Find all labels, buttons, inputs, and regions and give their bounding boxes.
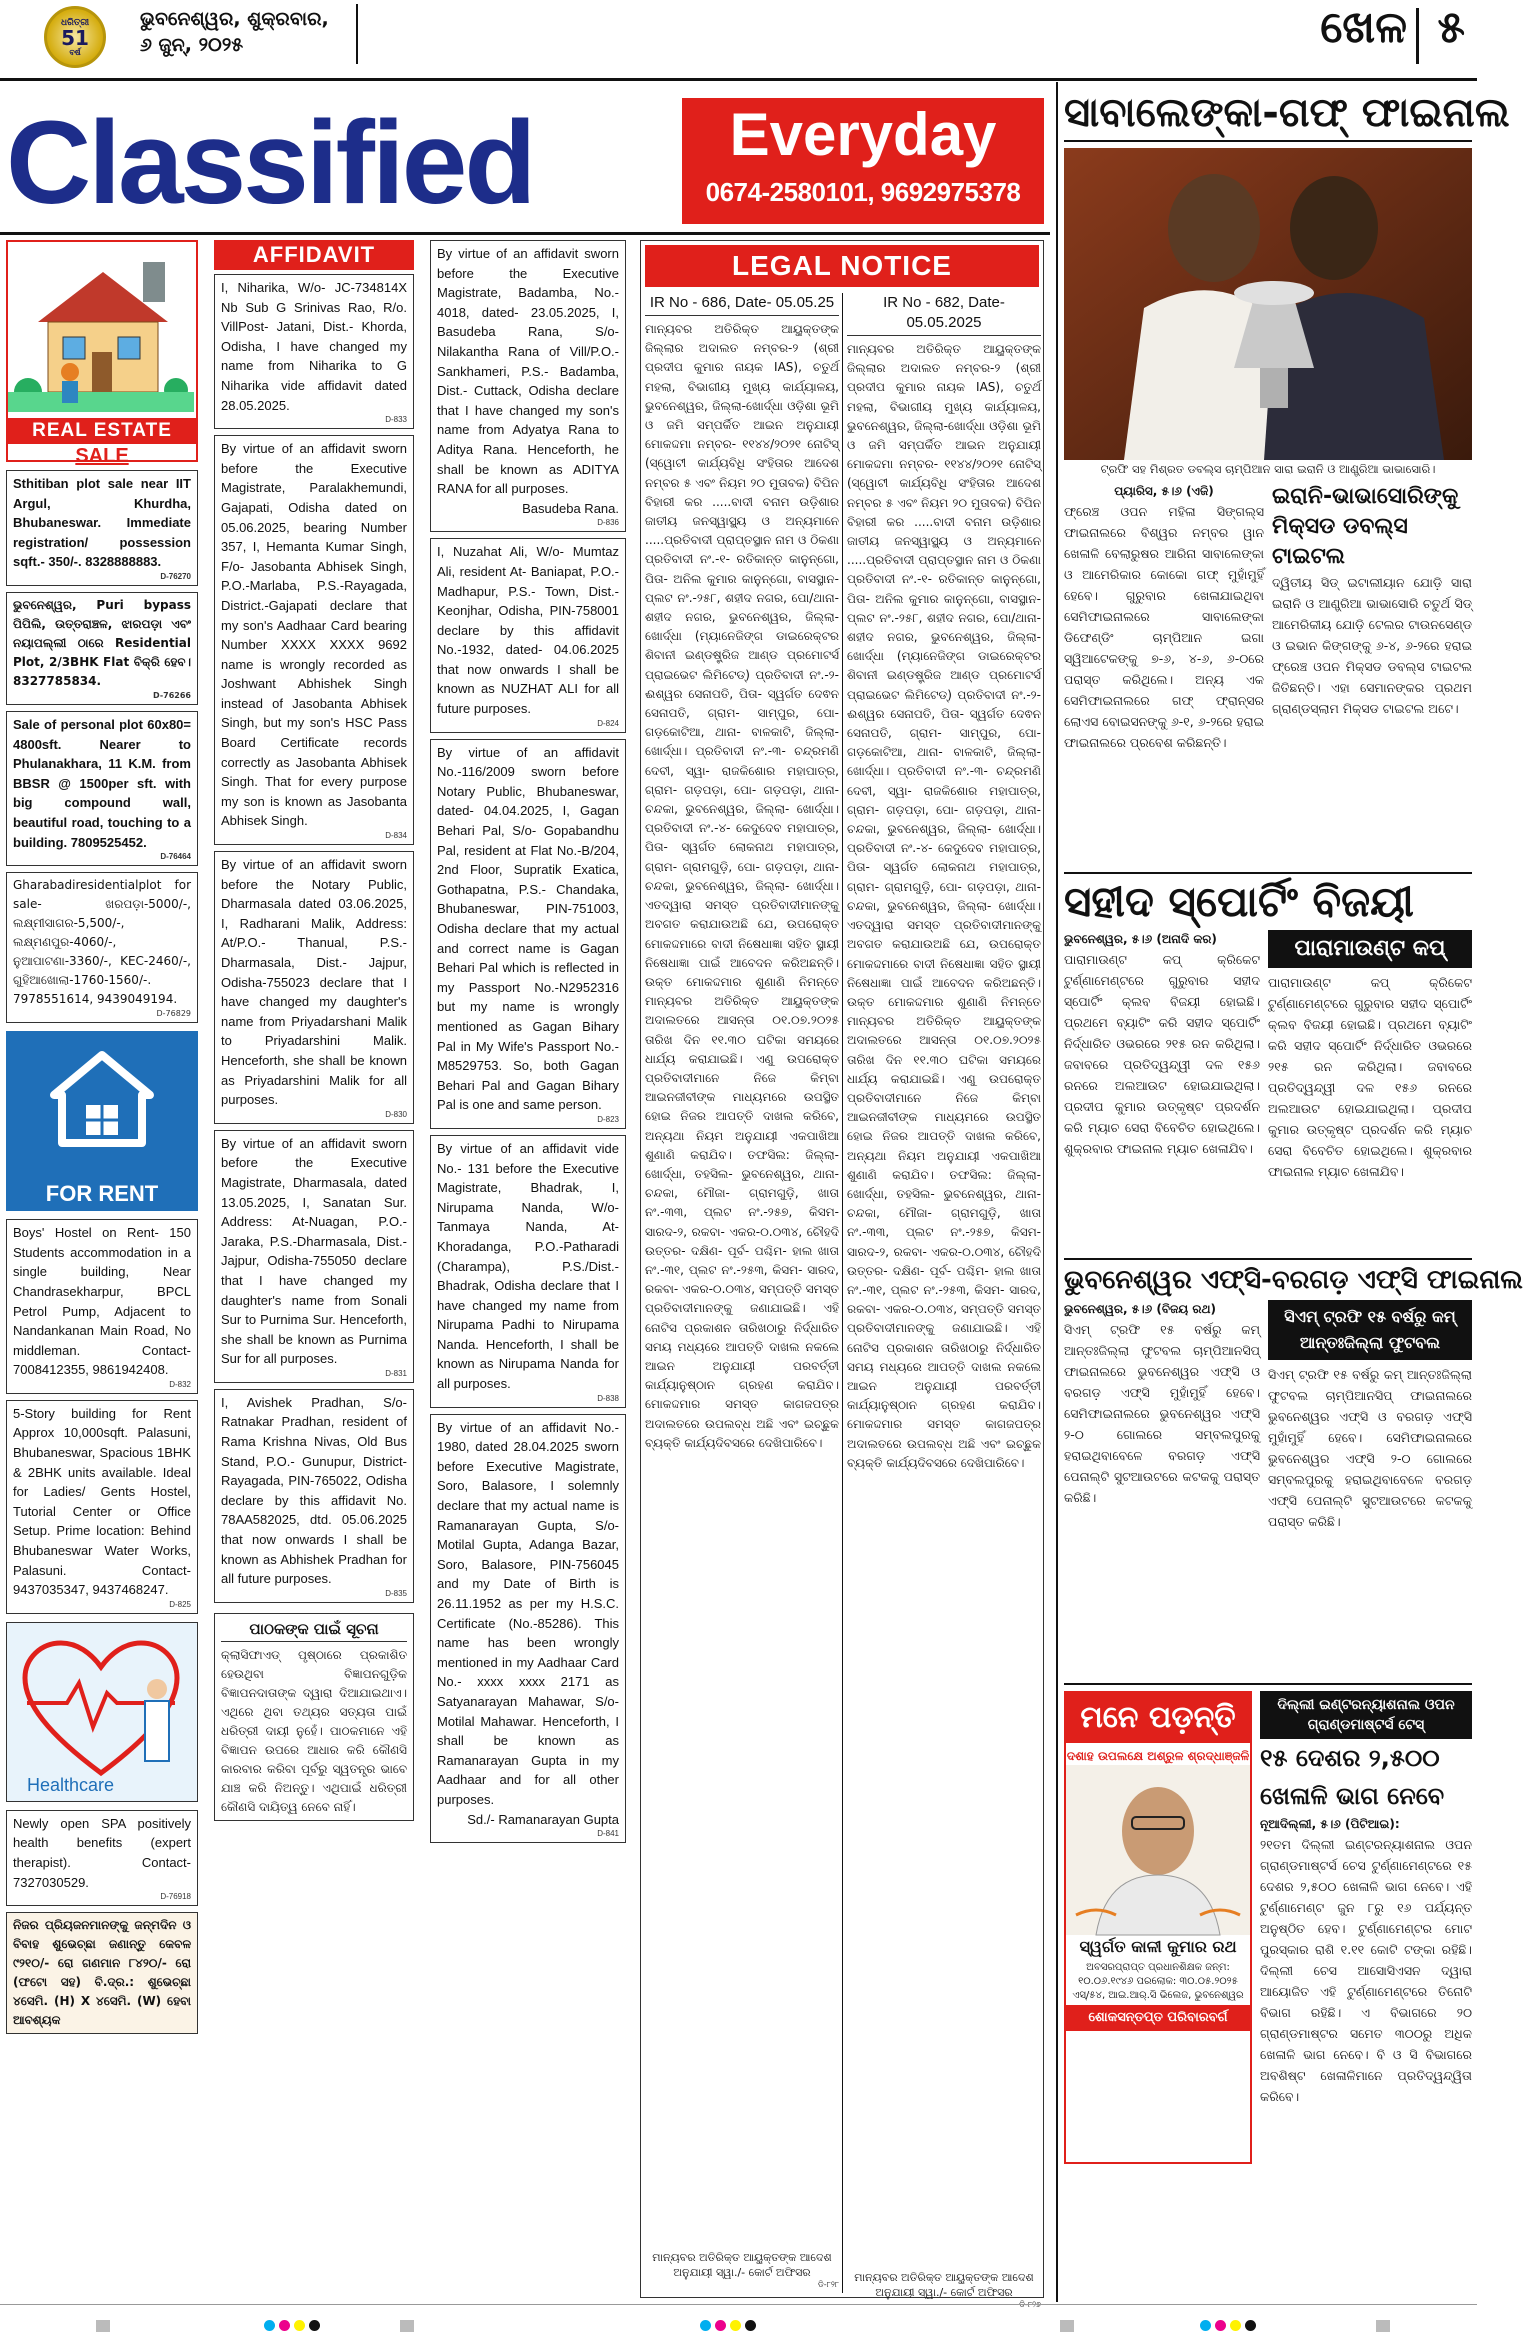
for-rent-label: FOR RENT xyxy=(45,1180,159,1206)
classified-ad: ଭୁବନେଶ୍ୱର, Puri bypass ପିପିଲି, ଉତ୍ତରାଞ୍ଚଳ, ଝାରପଡ଼ା ଏବଂ ନୟାପଲ୍ଲୀ ଠାରେ Residential Plot, 2/3BHK Flat ବିକ୍ରି ହେବ। 8327785834. D-76266 xyxy=(6,592,198,705)
legal-notice-right: IR No - 682, Date- 05.05.2025 ମାନ୍ୟବର ଅତିରିକ୍ତ ଆୟୁକ୍ତଙ୍କ ଜିଲ୍ଲାର ଅଦାଲତ ନମ୍ବର-୨ (ଶ୍ରୀ ପ୍ରଦୀପ କୁମାର ନାୟକ IAS), ଚତୁର୍ଥ ମହଲା, ବିଭାଗୀୟ ମୁଖ୍ୟ କାର୍ଯ୍ୟାଳୟ, ଭୁବନେଶ୍ୱର, ଜିଲ୍ଲା-ଖୋର୍ଦ୍ଧା ଓଡ଼ିଶା ଭୂମି ଓ ଜମି ସମ୍ପର୍କିତ ଆଇନ ଅନୁଯାୟୀ ମୋକଦ୍ଦମା ନମ୍ବର- ୧୧୪୪/୨୦୨୧ ନୋଟିସ୍ (ସ୍ୱୋଟୀ କାର୍ଯ୍ୟବିଧି ସଂହିତାର ଆଦେଶ ନମ୍ବର ୫ ଏବଂ ନିୟମ ୨୦ ମୁତାବକ) ବିପିନ ବିହାରୀ କର .....ବାଦୀ ବନାମ ଉଡ଼ିଶାର ଜାତୀୟ ଜନସ୍ୱାସ୍ଥ୍ୟ ଓ ଅନ୍ୟମାନେ .....ପ୍ରତିବାଦୀ ପ୍ରାପ୍ତସ୍ଥାନ ନାମ ଓ ଠିକଣା ପ୍ରତିବାଦୀ ନଂ.-୧- ରତିକାନ୍ତ କାନୁନ୍‌ଗୋ, ପିତା- ଅନିଲ କୁମାର କାନୁନ୍‌ଗୋ, ବାସସ୍ଥାନ- ପ୍ଲଟ ନଂ.-୨୫୮, ଶହୀଦ ନଗର, ପୋ/ଥାନା- ଶହୀଦ ନଗର, ଭୁବନେଶ୍ୱର, ଜିଲ୍ଲା- ଖୋର୍ଦ୍ଧା (ମ୍ୟାନେଜିଙ୍ଗ ଡାଇରେକ୍ଟର ଶିବାନୀ ଇଣ୍ଡଷ୍ଟ୍ରିଜ ଆଣ୍ଡ ପ୍ରମୋଟର୍ସ ପ୍ରାଇଭେଟ ଲିମିଟେଡ୍) ପ୍ରତିବାଦୀ ନଂ.-୨- ଈଶ୍ୱର ସେନାପତି, ପିତା- ସ୍ୱର୍ଗତ ଦେଵନ ସେନାପତି, ଗ୍ରାମ- ସାମ୍ପୁର, ପୋ- ଗଡ଼କୋଟିଆ, ଥାନା- ବାଳକାଟି, ଜିଲ୍ଲା- ଖୋର୍ଦ୍ଧା। ପ୍ରତିବାଦୀ ନଂ.-୩- ଚନ୍ଦ୍ରମଣି ଦେବୀ, ସ୍ୱା- ରାଜକିଶୋର ମହାପାତ୍ର, ଗ୍ରାମ- ଗଡ଼ପଡ଼ା, ପୋ- ଗଡ଼ପଡ଼ା, ଥାନା- ଚନ୍ଦକା, ଭୁବନେଶ୍ୱର, ଜିଲ୍ଲା- ଖୋର୍ଦ୍ଧା। ପ୍ରତିବାଦୀ ନଂ.-୪- କେଦୁଦେବ ମହାପାତ୍ର, ପିତା- ସ୍ୱର୍ଗତ ଲୋକନାଥ ମହାପାତ୍ର, ଗ୍ରାମ- ଗ୍ରାମଗୁଡ଼ି, ପୋ- ଗଡ଼ପଡ଼ା, ଥାନା- ଚନ୍ଦକା, ଭୁବନେଶ୍ୱର, ଜିଲ୍ଲା- ଖୋର୍ଦ୍ଧା। ଏତଦ୍ୱାରା ସମସ୍ତ ପ୍ରତିବାଦୀମାନଙ୍କୁ ଅବଗତ କରାଯାଉଅଛି ଯେ, ଉପରୋକ୍ତ ମୋକଦ୍ଦମାରେ ବାଦୀ ନିଷେଧାଜ୍ଞା ସହିତ ସ୍ଥାୟୀ ନିଷେଧାଜ୍ଞା ପାଇଁ ଆବେଦନ କରିଅଛନ୍ତି। ଉକ୍ତ ମୋକଦ୍ଦମାର ଶୁଣାଣି ନିମନ୍ତେ ମାନ୍ୟବର ଅତିରିକ୍ତ ଆୟୁକ୍ତଙ୍କ ଅଦାଲତରେ ଆସନ୍ତା ୦୧.୦୭.୨୦୨୫ ତାରିଖ ଦିନ ୧୧.୩୦ ଘଟିକା ସମୟରେ ଧାର୍ଯ୍ୟ କରାଯାଇଛି। ଏଣୁ ଉପରୋକ୍ତ ପ୍ରତିବାଦୀମାନେ ନିଜେ କିମ୍ବା ଆଇନଜୀବୀଙ୍କ ମାଧ୍ୟମରେ ଉପସ୍ଥିତ ହୋଇ ନିଜର ଆପତ୍ତି ଦାଖଲ କରିବେ, ଅନ୍ୟଥା ନିୟମ ଅନୁଯାୟୀ ଏକପାଖିଆ ଶୁଣାଣି କରାଯିବ। ତଫସିଲ: ଜିଲ୍ଲା- ଖୋର୍ଦ୍ଧା, ତହସିଲ- ଭୁବନେଶ୍ୱର, ଥାନା- ଚନ୍ଦକା, ମୌଜା- ଗ୍ରାମଗୁଡ଼ି, ଖାତା ନଂ.-୩୩, ପ୍ଲଟ ନଂ.-୨୫୭, କିସମ- ସାରଦ-୨, ରକବା- ଏକର-୦.୦୩୪, ଚୌହଦି ଉତ୍ତର- ଦକ୍ଷିଣ- ପୂର୍ବ- ପଶ୍ଚିମ- ହାଲ ଖାତା ନଂ.-୩୧, ପ୍ଲଟ ନଂ.-୨୫୩, କିସମ- ସାରଦ, ରକବା- ଏକର-୦.୦୩୪, ସମ୍ପତ୍ତି ସମସ୍ତ ପ୍ରତିବାଦୀମାନଙ୍କୁ ଜଣାଯାଇଛି। ଏହି ନୋଟିସ ପ୍ରକାଶନ ତାରିଖଠାରୁ ନିର୍ଦ୍ଧାରିତ ସମୟ ମଧ୍ୟରେ ଆପତ୍ତି ଦାଖଲ ନକଲେ ଆଇନ ଅନୁଯାୟୀ ପରବର୍ତ୍ତୀ କାର୍ଯ୍ୟାନୁଷ୍ଠାନ ଗ୍ରହଣ କରାଯିବ। ମୋକଦ୍ଦମାର ସମସ୍ତ କାଗଜପତ୍ର ଅଦାଲତରେ ଉପଲବ୍ଧ ଅଛି ଏବଂ ଇଚ୍ଛୁକ ବ୍ୟକ୍ତି କାର୍ଯ୍ୟଦିବସରେ ଦେଖିପାରିବେ। ମାନ୍ୟବର ଅତିରିକ୍ତ ଆୟୁକ୍ତଙ୍କ ଆଦେଶ ଅନୁଯାୟୀ ସ୍ୱା./- କୋର୍ଟ ଅଫିସର xyxy=(847,294,1041,2299)
column-affidavit-2 xyxy=(430,240,626,1843)
affidavit-ad: By virtue of an affidavit sworn before the Executive Magistrate, Badamba, No.- 4018, dated- 23.05.2025, I, Basudeba Rana, S/o- Nilakantha Rana of Vill/P.O.- Sankhameri, P.S.- Badamba, Dist.- Cuttack, Odisha declare that I have changed my son's name from Adyatya Rana to Aditya Rana. Henceforth, he shall be known as ADITYA RANA for all purposes. Basudeba Rana. D-836 xyxy=(430,240,626,532)
affidavit-ad: I, Niharika, W/o- JC-734814X Nb Sub G Srinivas Rao, R/o. VillPost- Jatani, Dist.- Khorda, Odisha, I have changed my name from Niharika to G Niharika vide affidavit dated 28.05.2025. D-833 xyxy=(214,274,414,429)
affidavit-heading: AFFIDAVIT xyxy=(214,240,414,270)
story-body: ପାରାମାଉଣ୍ଟ କପ୍ କ୍ରିକେଟ ଟୁର୍ଣ୍ଣାମେଣ୍ଟରେ ଗୁରୁବାର ସହୀଦ ସ୍ପୋର୍ଟିଂ କ୍ଲବ ବିଜୟୀ ହୋଇଛି। ପ୍ରଥମେ ବ୍ୟାଟିଂ କରି ସହୀଦ ସ୍ପୋର୍ଟିଂ ନିର୍ଦ୍ଧାରିତ ଓଭରରେ ୨୧୫ ରନ କରିଥିଲା। ଜବାବରେ ପ୍ରତିଦ୍ୱନ୍ଦ୍ୱୀ ଦଳ ୧୫୬ ରନରେ ଅଲଆଉଟ ହୋଇଯାଇଥିଲା। ପ୍ରଦୀପ କୁମାର ଉତ୍କୃଷ୍ଟ ପ୍ରଦର୍ଶନ କରି ମ୍ୟାଚ ସେରା ବିବେଚିତ ହୋଇଥିଲେ। ଶୁକ୍ରବାର ଫାଇନାଲ ମ୍ୟାଚ ଖେଳାଯିବ। xyxy=(1064,952,1260,1156)
house-icon xyxy=(8,242,194,412)
obituary-name: ସ୍ୱର୍ଗତ କାଳୀ କୁମାର ରଥ xyxy=(1079,1937,1237,1956)
classified-ad: Sthitiban plot sale near IIT Argul, Khurdha, Bhubaneswar. Immediate registration/ possession sqft.- 350/-. 8328888883. D-76270 xyxy=(6,470,198,586)
headline-sahid-sporting: ସହୀଦ ସ୍ପୋର୍ଟିଂ ବିଜୟୀ xyxy=(1064,877,1414,926)
affidavit-ad: By virtue of an affidavit vide No.- 131 before the Executive Magistrate, Bhadrak, I, Nirupama Nanda, W/o- Tanmaya Nanda, At- Khoradanga, P.O.-Patharadi (Charampa), P.S./Dist.- Bhadrak, Odisha declare that I have changed my name from Nirupama Padhi to Nirupama Nanda. Henceforth, I shall be known as Nirupama Nanda for all purposes. D-838 xyxy=(430,1135,626,1408)
byline: ପ୍ୟାରିସ, ୫।୬ (ଏଜି) xyxy=(1114,484,1214,498)
for-rent-ad-box xyxy=(6,1031,198,1211)
story-body: ସିଏମ୍ ଟ୍ରଫି ୧୫ ବର୍ଷରୁ କମ୍ ଆନ୍ତଃଜିଲ୍ଲା ଫୁଟବଲ ଚାମ୍ପିଆନସିପ୍ ଫାଇନାଲରେ ଭୁବନେଶ୍ୱର ଏଫ୍‌ସି ଓ ବରଗଡ଼ ଏଫ୍‌ସି ମୁହାଁମୁହିଁ ହେବେ। ସେମିଫାଇନାଲରେ ଭୁବନେଶ୍ୱର ଏଫ୍‌ସି ୨-୦ ଗୋଲରେ ସମ୍ବଲପୁରକୁ ହରାଇଥିବାବେଳେ ବରଗଡ଼ ଏଫ୍‌ସି ପେନାଲ୍ଟି ସୁଟଆଉଟରେ କଟକକୁ ପରାସ୍ତ କରିଛି। xyxy=(1268,1367,1472,1529)
byline: ଭୁବନେଶ୍ୱର, ୫।୬ (ଅନାଦି କର) xyxy=(1064,932,1217,946)
sale-label: SALE xyxy=(75,444,129,467)
story-body: ପାରାମାଉଣ୍ଟ କପ୍ କ୍ରିକେଟ ଟୁର୍ଣ୍ଣାମେଣ୍ଟରେ ଗୁରୁବାର ସହୀଦ ସ୍ପୋର୍ଟିଂ କ୍ଲବ ବିଜୟୀ ହୋଇଛି। ପ୍ରଥମେ ବ୍ୟାଟିଂ କରି ସହୀଦ ସ୍ପୋର୍ଟିଂ ନିର୍ଦ୍ଧାରିତ ଓଭରରେ ୨୧୫ ରନ କରିଥିଲା। ଜବାବରେ ପ୍ରତିଦ୍ୱନ୍ଦ୍ୱୀ ଦଳ ୧୫୬ ରନରେ ଅଲଆଉଟ ହୋଇଯାଇଥିଲା। ପ୍ରଦୀପ କୁମାର ଉତ୍କୃଷ୍ଟ ପ୍ରଦର୍ଶନ କରି ମ୍ୟାଚ ସେରା ବିବେଚିତ ହୋଇଥିଲେ। ଶୁକ୍ରବାର ଫାଇନାଲ ମ୍ୟାଚ ଖେଳାଯିବ। xyxy=(1268,975,1472,1179)
story-body: ଦ୍ୱିତୀୟ ସିଡ୍ ଇଟାଲୀୟାନ ଯୋଡ଼ି ସାରା ଇରାନି ଓ ଆଣ୍ଡ୍ରିଆ ଭାଭାସୋରି ଚତୁର୍ଥ ସିଡ୍ ଆମେରିକୀୟ ଯୋଡ଼ି ଟେଲର ଟାଉନସେଣ୍ଡ ଓ ଇଭାନ କିଙ୍ଗଙ୍କୁ ୬-୪, ୬-୨ରେ ହରାଇ ଫ୍ରେଞ୍ଚ ଓପନ ମିକ୍ସଡ ଡବଲ୍ସ ଟାଇଟଲ ଜିତିଛନ୍ତି। ଏହା ସେମାନଙ୍କର ପ୍ରଥମ ଗ୍ରାଣ୍ଡସ୍ଲାମ ମିକ୍ସଡ ଟାଇଟଲ ଅଟେ। xyxy=(1272,575,1472,716)
color-dots xyxy=(1200,2320,1270,2332)
classified-title: Classified xyxy=(6,97,534,229)
affidavit-ad: By virtue of an affidavit No.- 1980, dated 28.04.2025 sworn before Executive Magistrate, Soro, Balasore, I solemnly declare that my actual name is Ramanarayan Gupta, S/o- Motilal Gupta, Adanga Bazar, Soro, Balasore, PIN-756045 and my Date of Birth is 26.11.1952 as per my H.S.C. Certificate (No.-85286). This name has been wrongly mentioned in my Aadhaar Card No.- xxxx xxxx 2171 as Satyanarayan Mahawar, S/o- Motilal Mahawar. Henceforth, I shall be known as Ramanarayan Gupta in my Aadhaar and for all other purposes. Sd./- Ramanarayan Gupta D-841 xyxy=(430,1414,626,1843)
classified-ad: Sale of personal plot 60x80= 4800sft. Nearer to Phulanakhara, 11 K.M. from BBSR @ 1500per sft. with big compound wall, beautiful road, touching to a building. 7809525452. D-76464 xyxy=(6,711,198,866)
story-body: ଫ୍ରେଞ୍ଚ ଓପନ ମହିଳା ସିଙ୍ଗଲ୍ସ ଫାଇନାଲରେ ବିଶ୍ୱର ନମ୍ବର ୱାନ ଖେଳାଳି ବେଲାରୁଷର ଆରିନା ସାବାଲେଙ୍କା ଓ ଆମେରିକାର କୋକୋ ଗଫ୍ ମୁହାଁମୁହିଁ ହେବେ। ଗୁରୁବାର ଖେଳାଯାଇଥିବା ସେମିଫାଇନାଲରେ ସାବାଲେଙ୍କା ଡିଫେଣ୍ଡିଂ ଚାମ୍ପିଆନ ଇଗା ସ୍ୱିଆଟେକଙ୍କୁ ୭-୬, ୪-୬, ୬-୦ରେ ପରାସ୍ତ କରିଥିଲେ। ଅନ୍ୟ ଏକ ସେମିଫାଇନାଲରେ ଗଫ୍ ଫ୍ରାନ୍ସର ଲୋଏସ ବୋଇସନଙ୍କୁ ୬-୧, ୬-୨ରେ ହରାଇ ଫାଇନାଲରେ ପ୍ରବେଶ କରିଛନ୍ତି। xyxy=(1064,504,1264,750)
tag-paramount-cup: ପାରାମାଉଣ୍ଟ କପ୍ xyxy=(1268,930,1472,968)
column-real-estate xyxy=(6,240,198,2034)
story-body: ସିଏମ୍ ଟ୍ରଫି ୧୫ ବର୍ଷରୁ କମ୍ ଆନ୍ତଃଜିଲ୍ଲା ଫୁଟବଲ ଚାମ୍ପିଆନସିପ୍ ଫାଇନାଲରେ ଭୁବନେଶ୍ୱର ଏଫ୍‌ସି ଓ ବରଗଡ଼ ଏଫ୍‌ସି ମୁହାଁମୁହିଁ ହେବେ। ସେମିଫାଇନାଲରେ ଭୁବନେଶ୍ୱର ଏଫ୍‌ସି ୨-୦ ଗୋଲରେ ସମ୍ବଲପୁରକୁ ହରାଇଥିବାବେଳେ ବରଗଡ଼ ଏଫ୍‌ସି ପେନାଲ୍ଟି ସୁଟଆଉଟରେ କଟକକୁ ପରାସ୍ତ କରିଛି। xyxy=(1064,1322,1260,1505)
masthead xyxy=(0,0,1477,78)
real-estate-ad-box xyxy=(6,240,198,467)
heartbeat-icon xyxy=(7,1623,195,1799)
reader-notice: ପାଠକଙ୍କ ପାଇଁ ସୂଚନା କ୍ଲାସିଫାଏଡ୍ ପୃଷ୍ଠାରେ ପ୍ରକାଶିତ ହେଉଥିବା ବିଜ୍ଞାପନଗୁଡ଼ିକ ବିଜ୍ଞାପନଦାତାଙ୍କ ଦ୍ୱାରା ଦିଆଯାଇଥାଏ। ଏଥିରେ ଥିବା ତଥ୍ୟର ସତ୍ୟତା ପାଇଁ ଧରିତ୍ରୀ ଦାୟୀ ନୁହେଁ। ପାଠକମାନେ ଏହି ବିଜ୍ଞାପନ ଉପରେ ଆଧାର କରି କୌଣସି କାରବାର କରିବା ପୂର୍ବରୁ ସ୍ୱତନ୍ତ୍ର ଭାବେ ଯାଞ୍ଚ କରି ନିଅନ୍ତୁ। ଏଥିପାଇଁ ଧରିତ୍ରୀ କୌଣସି ଦାୟିତ୍ୱ ନେବେ ନାହିଁ। xyxy=(214,1613,414,1821)
legal-notice-box xyxy=(640,240,1044,2298)
obituary-box xyxy=(1064,1691,1252,2164)
legal-notice-left: IR No - 686, Date- 05.05.25 ମାନ୍ୟବର ଅତିରିକ୍ତ ଆୟୁକ୍ତଙ୍କ ଜିଲ୍ଲାର ଅଦାଲତ ନମ୍ବର-୨ (ଶ୍ରୀ ପ୍ରଦୀପ କୁମାର ନାୟକ IAS), ଚତୁର୍ଥ ମହଲା, ବିଭାଗୀୟ ମୁଖ୍ୟ କାର୍ଯ୍ୟାଳୟ, ଭୁବନେଶ୍ୱର, ଜିଲ୍ଲା-ଖୋର୍ଦ୍ଧା ଓଡ଼ିଶା ଭୂମି ଓ ଜମି ସମ୍ପର୍କିତ ଆଇନ ଅନୁଯାୟୀ ମୋକଦ୍ଦମା ନମ୍ବର- ୧୧୪୪/୨୦୨୧ ନୋଟିସ୍ (ସ୍ୱୋଟୀ କାର୍ଯ୍ୟବିଧି ସଂହିତାର ଆଦେଶ ନମ୍ବର ୫ ଏବଂ ନିୟମ ୨୦ ମୁତାବକ) ବିପିନ ବିହାରୀ କର .....ବାଦୀ ବନାମ ଉଡ଼ିଶାର ଜାତୀୟ ଜନସ୍ୱାସ୍ଥ୍ୟ ଓ ଅନ୍ୟମାନେ .....ପ୍ରତିବାଦୀ ପ୍ରାପ୍ତସ୍ଥାନ ନାମ ଓ ଠିକଣା ପ୍ରତିବାଦୀ ନଂ.-୧- ରତିକାନ୍ତ କାନୁନ୍‌ଗୋ, ପିତା- ଅନିଲ କୁମାର କାନୁନ୍‌ଗୋ, ବାସସ୍ଥାନ- ପ୍ଲଟ ନଂ.-୨୫୮, ଶହୀଦ ନଗର, ପୋ/ଥାନା- ଶହୀଦ ନଗର, ଭୁବନେଶ୍ୱର, ଜିଲ୍ଲା- ଖୋର୍ଦ୍ଧା (ମ୍ୟାନେଜିଙ୍ଗ ଡାଇରେକ୍ଟର ଶିବାନୀ ଇଣ୍ଡଷ୍ଟ୍ରିଜ ଆଣ୍ଡ ପ୍ରମୋଟର୍ସ ପ୍ରାଇଭେଟ ଲିମିଟେଡ୍) ପ୍ରତିବାଦୀ ନଂ.-୨- ଈଶ୍ୱର ସେନାପତି, ପିତା- ସ୍ୱର୍ଗତ ଦେଵନ ସେନାପତି, ଗ୍ରାମ- ସାମ୍ପୁର, ପୋ- ଗଡ଼କୋଟିଆ, ଥାନା- ବାଳକାଟି, ଜିଲ୍ଲା- ଖୋର୍ଦ୍ଧା। ପ୍ରତିବାଦୀ ନଂ.-୩- ଚନ୍ଦ୍ରମଣି ଦେବୀ, ସ୍ୱା- ରାଜକିଶୋର ମହାପାତ୍ର, ଗ୍ରାମ- ଗଡ଼ପଡ଼ା, ପୋ- ଗଡ଼ପଡ଼ା, ଥାନା- ଚନ୍ଦକା, ଭୁବନେଶ୍ୱର, ଜିଲ୍ଲା- ଖୋର୍ଦ୍ଧା। ପ୍ରତିବାଦୀ ନଂ.-୪- କେଦୁଦେବ ମହାପାତ୍ର, ପିତା- ସ୍ୱର୍ଗତ ଲୋକନାଥ ମହାପାତ୍ର, ଗ୍ରାମ- ଗ୍ରାମଗୁଡ଼ି, ପୋ- ଗଡ଼ପଡ଼ା, ଥାନା- ଚନ୍ଦକା, ଭୁବନେଶ୍ୱର, ଜିଲ୍ଲା- ଖୋର୍ଦ୍ଧା। ଏତଦ୍ୱାରା ସମସ୍ତ ପ୍ରତିବାଦୀମାନଙ୍କୁ ଅବଗତ କରାଯାଉଅଛି ଯେ, ଉପରୋକ୍ତ ମୋକଦ୍ଦମାରେ ବାଦୀ ନିଷେଧାଜ୍ଞା ସହିତ ସ୍ଥାୟୀ ନିଷେଧାଜ୍ଞା ପାଇଁ ଆବେଦନ କରିଅଛନ୍ତି। ଉକ୍ତ ମୋକଦ୍ଦମାର ଶୁଣାଣି ନିମନ୍ତେ ମାନ୍ୟବର ଅତିରିକ୍ତ ଆୟୁକ୍ତଙ୍କ ଅଦାଲତରେ ଆସନ୍ତା ୦୧.୦୭.୨୦୨୫ ତାରିଖ ଦିନ ୧୧.୩୦ ଘଟିକା ସମୟରେ ଧାର୍ଯ୍ୟ କରାଯାଇଛି। ଏଣୁ ଉପରୋକ୍ତ ପ୍ରତିବାଦୀମାନେ ନିଜେ କିମ୍ବା ଆଇନଜୀବୀଙ୍କ ମାଧ୍ୟମରେ ଉପସ୍ଥିତ ହୋଇ ନିଜର ଆପତ୍ତି ଦାଖଲ କରିବେ, ଅନ୍ୟଥା ନିୟମ ଅନୁଯାୟୀ ଏକପାଖିଆ ଶୁଣାଣି କରାଯିବ। ତଫସିଲ: ଜିଲ୍ଲା- ଖୋର୍ଦ୍ଧା, ତହସିଲ- ଭୁବନେଶ୍ୱର, ଥାନା- ଚନ୍ଦକା, ମୌଜା- ଗ୍ରାମଗୁଡ଼ି, ଖାତା ନଂ.-୩୩, ପ୍ଲଟ ନଂ.-୨୫୭, କିସମ- ସାରଦ-୨, ରକବା- ଏକର-୦.୦୩୪, ଚୌହଦି ଉତ୍ତର- ଦକ୍ଷିଣ- ପୂର୍ବ- ପଶ୍ଚିମ- ହାଲ ଖାତା ନଂ.-୩୧, ପ୍ଲଟ ନଂ.-୨୫୩, କିସମ- ସାରଦ, ରକବା- ଏକର-୦.୦୩୪, ସମ୍ପତ୍ତି ସମସ୍ତ ପ୍ରତିବାଦୀମାନଙ୍କୁ ଜଣାଯାଇଛି। ଏହି ନୋଟିସ ପ୍ରକାଶନ ତାରିଖଠାରୁ ନିର୍ଦ୍ଧାରିତ ସମୟ ମଧ୍ୟରେ ଆପତ୍ତି ଦାଖଲ ନକଲେ ଆଇନ ଅନୁଯାୟୀ ପରବର୍ତ୍ତୀ କାର୍ଯ୍ୟାନୁଷ୍ଠାନ ଗ୍ରହଣ କରାଯିବ। ମୋକଦ୍ଦମାର ସମସ୍ତ କାଗଜପତ୍ର ଅଦାଲତରେ ଉପଲବ୍ଧ ଅଛି ଏବଂ ଇଚ୍ଛୁକ ବ୍ୟକ୍ତି କାର୍ଯ୍ୟଦିବସରେ ଦେଖିପାରିବେ। ମାନ୍ୟବର ଅତିରିକ୍ତ ଆୟୁକ୍ତଙ୍କ ଆଦେଶ ଅନୁଯାୟୀ ସ୍ୱା./- କୋର୍ଟ ଅଫିସର ଡି-୮୨୮ xyxy=(645,294,839,2289)
affidavit-ad: I, Nuzahat Ali, W/o- Mumtaz Ali, resident At- Baniapat, P.O.- Madhapur, P.S.- Town, Dist.- Keonjhar, Odisha, PIN-758001 declare by this affidavit No.-1932, dated- 04.06.2025 that now onwards I shall be known as NUZHAT ALI for all future purposes. D-824 xyxy=(430,538,626,732)
headline-french-open-final: ସାବାଲେଙ୍କା-ଗଫ୍ ଫାଇନାଲ xyxy=(1064,90,1510,136)
obituary-sub: ଦଶାହ ଉପଲକ୍ଷେ ଅଶ୍ରୁଳ ଶ୍ରଦ୍ଧାଞ୍ଜଳି xyxy=(1066,1749,1250,1763)
color-dots xyxy=(264,2320,334,2332)
classified-ad: 5-Story building for Rent Approx 10,000sqft. Palasuni, Bhubaneswar, Spacious 1BHK & 2BHK units available. Ideal for Ladies/ Gents Hostel, Tutorial Center or Office Setup. Prime location: Behind Bhubaneswar Water Works, Palasuni. Contact- 9437035347, 9437468247. D-825 xyxy=(6,1400,198,1614)
portrait-photo xyxy=(1066,1765,1250,1935)
home-icon xyxy=(8,1033,196,1173)
column-affidavit xyxy=(214,240,414,1821)
legal-notice-heading: LEGAL NOTICE xyxy=(645,245,1039,287)
healthcare-ad-box xyxy=(6,1622,198,1802)
headline-bbsr-fc-final: ଭୁବନେଶ୍ୱର ଏଫ୍‌ସି-ବରଗଡ଼ ଏଫ୍‌ସି ଫାଇନାଲ xyxy=(1064,1265,1523,1295)
affidavit-ad: By virtue of an affidavit No.-116/2009 sworn before Notary Public, Bhubaneswar, dated- 04.04.2025, I, Gagan Behari Pal, S/o- Gopabandhu Pal, resident at Flat No.-B/204, 2nd Floor, Supratik Exatica, Gothapatna, P.S.- Chandaka, Bhubaneswar, PIN-751003, Odisha declare that my actual and correct name is Gagan Behari Pal which is reflected in my Passport No.-N2952316 but my name is wrongly mentioned as Gagan Bihary Pal in My Wife's Passport No.-M8529753. So, both Gagan Behari Pal and Gagan Bihary Pal is one and same person. D-823 xyxy=(430,739,626,1129)
page-number: ୫ xyxy=(1437,2,1465,53)
photo-caption: ଟ୍ରଫି ସହ ମିଶ୍ରତ ଡବଲ୍ସ ଚାମ୍ପିଆନ ସାରା ଇରାନି ଓ ଆଣ୍ଡ୍ରିଆ ଭାଭାସୋରି। xyxy=(1100,462,1436,476)
affidavit-ad: By virtue of an affidavit sworn before the Executive Magistrate, Paralakhemundi, Gajapati, Odisha dated on 05.06.2025, bearing Number 357, I, Hemanta Kumar Singh, F/o- Jasobanta Abhisek Singh, P.O.-Marlaba, P.S.-Rayagada, District.-Gajapati declare that my son's Aadhaar Card bearing Number XXXX XXXX 9692 name is wrongly recorded as Joshwant Abhishek Singh instead of Jasobanta Abhisek Singh, but my son's HSC Pass Board Certificate records correctly as Jasobanta Abhisek Singh. That for every purpose my son is known as Jasobanta Abhisek Singh. D-834 xyxy=(214,435,414,845)
obituary-footer: ଶୋକସନ୍ତପ୍ତ ପରିବାରବର୍ଗ xyxy=(1066,2005,1250,2031)
affidavit-ad: By virtue of an affidavit sworn before the Notary Public, Dharmasala dated 03.06.2025, I, Radharani Malik, Address: At/P.O.- Thanual, P.S.- Dharmasala, Dist.- Jajpur, Odisha-755023 declare that I have changed my daughter's name from Priyadarshani Malik to Priyadarshini Malik. Henceforth, she shall be known as Priyadarshini Malik for all purposes. D-830 xyxy=(214,851,414,1124)
obituary-heading: ମନେ ପଡ଼ନ୍ତି xyxy=(1066,1693,1250,1743)
classified-ad: Newly open SPA positively health benefits (expert therapist). Contact- 7327030529. D-76918 xyxy=(6,1810,198,1906)
section-label: ଖେଳ xyxy=(1320,2,1407,53)
kicker-delhi-open: ଦିଲ୍ଲୀ ଇଣ୍ଟରନ୍ୟାଶନାଲ ଓପନ ଗ୍ରାଣ୍ଡମାଷ୍ଟର୍ସ ଟେସ୍‌ xyxy=(1260,1691,1472,1739)
registration-mark xyxy=(96,2320,110,2332)
headline-chess-players: ୧୫ ଦେଶର ୨,୫୦୦ ଖେଳାଳି ଭାଗ ନେବେ xyxy=(1260,1744,1445,1810)
sports-section xyxy=(1064,90,1523,2164)
greetings-notice: ନିଜର ପ୍ରିୟଜନମାନଙ୍କୁ ଜନ୍ମଦିନ ଓ ବିବାହ ଶୁଭେଚ୍ଛା ଜଣାନ୍ତୁ କେବଳ ୯୨୧୦/- ରୋ ଗଣମାନ ୮୪୨୦/- ରୋ (ଫଟୋ ସହ) ବି.ଦ୍ର.: ଶୁଭେଚ୍ଛା ୪ସେମି. (H) X ୪ସେମି. (W) ହେବା ଆବଶ୍ୟକ xyxy=(6,1912,198,2034)
tag-cm-trophy: ସିଏମ୍ ଟ୍ରଫି ୧୫ ବର୍ଷରୁ କମ୍ ଆନ୍ତଃଜିଲ୍ଲା ଫୁଟବଲ xyxy=(1268,1300,1472,1360)
real-estate-label: REAL ESTATE xyxy=(8,418,196,444)
everyday-label: Everyday xyxy=(729,101,997,168)
story-body: ୨୧ତମ ଦିଲ୍ଲୀ ଇଣ୍ଟରନ୍ୟାଶନାଲ ଓପନ ଗ୍ରାଣ୍ଡମାଷ୍ଟର୍ସ ଚେସ ଟୁର୍ଣ୍ଣାମେଣ୍ଟରେ ୧୫ ଦେଶର ୨,୫୦୦ ଖେଳାଳି ଭାଗ ନେବେ। ଏହି ଟୁର୍ଣ୍ଣାମେଣ୍ଟ ଜୁନ ୮ରୁ ୧୬ ପର୍ଯ୍ୟନ୍ତ ଅନୁଷ୍ଠିତ ହେବ। ଟୁର୍ଣ୍ଣାମେଣ୍ଟର ମୋଟ ପୁରସ୍କାର ରାଶି ୧.୧୧ କୋଟି ଟଙ୍କା ରହିଛି। ଦିଲ୍ଲୀ ଚେସ ଆସୋସିଏସନ ଦ୍ୱାରା ଆୟୋଜିତ ଏହି ଟୁର୍ଣ୍ଣାମେଣ୍ଟରେ ତିନୋଟି ବିଭାଗ ରହିଛି। ଏ ବିଭାଗରେ ୨୦ ଗ୍ରାଣ୍ଡମାଷ୍ଟର ସମେତ ୩୦୦ରୁ ଅଧିକ ଖେଳାଳି ଭାଗ ନେବେ। ବି ଓ ସି ବିଭାଗରେ ଅବଶିଷ୍ଟ ଖେଳାଳିମାନେ ପ୍ରତିଦ୍ୱନ୍ଦ୍ୱିତା କରିବେ। xyxy=(1260,1837,1472,2104)
headline-mixed-doubles: ଇରାନି-ଭାଭାସୋରିଙ୍କୁ ମିକ୍ସଡ ଡବଲ୍ସ ଟାଇଟଲ xyxy=(1272,484,1459,569)
obituary-detail: ଅବସରପ୍ରାପ୍ତ ପ୍ରଧାନଶିକ୍ଷକ ଜନ୍ମ: ୧୦.୦୬.୧୯୪୬ ପରଲୋକ: ୩୦.୦୫.୨୦୨୫ ଏସ୍/୫୪, ଆଇ.ଆର୍.ସି ଭିଲେଜ, ଭୁବନେଶ୍ୱର xyxy=(1072,1962,1244,2001)
byline: ନୂଆଦିଲ୍ଲୀ, ୫।୬ (ପିଟିଆଇ): xyxy=(1260,1817,1400,1831)
classified-ad: Boys' Hostel on Rent- 150 Students accommodation in a single building, Near Chandrasekharpur, BPCL Petrol Pump, Adjacent to Nandankanan Main Road, No middleman. Contact- 7008412355, 9861942408. D-832 xyxy=(6,1219,198,1394)
classified-ad: Gharabadiresidentialplot for sale- ଖରପଡ଼ା-5000/-, ଲକ୍ଷ୍ମୀସାଗର-5,500/-, ଲକ୍ଷ୍ମଣପୁର-4060/-, ନୁଆପାଟଣା-3360/-, KEC-2460/-, ଗୁହିଆଖୋଲା-1760-1560/-. 7978551614, 9439049194. D-76829 xyxy=(6,872,198,1023)
classified-phone: 0674-2580101, 9692975378 xyxy=(705,177,1021,207)
tennis-photo xyxy=(1064,148,1472,460)
everyday-banner xyxy=(682,98,1044,224)
affidavit-ad: By virtue of an affidavit sworn before the Executive Magistrate, Dharmasala, dated 13.05.2025, I, Sanatan Sur. Address: At-Nuagan, P.O.-Jaraka, P.S.-Dharmasala, Dist.- Jajpur, Odisha-755050 declare that I have changed my daughter's name from Sonali Sur to Purnima Sur. Henceforth, she shall be known as Purnima Sur for all purposes. D-831 xyxy=(214,1130,414,1383)
newspaper-logo: ଧରିତ୍ରୀ 51 ବର୍ଷ xyxy=(44,6,106,68)
dateline: ଭୁବନେଶ୍ୱର, ଶୁକ୍ରବାର, ୬ ଜୁନ୍, ୨୦୨୫ xyxy=(140,8,329,56)
affidavit-ad: I, Avishek Pradhan, S/o- Ratnakar Pradhan, resident of Rama Krishna Nivas, Old Bus Stand, P.O.- Gunupur, District- Rayagada, PIN-765022, Odisha declare by this affidavit No. 78AA582025, dtd. 05.06.2025 that now onwards I shall be known as Abhishek Pradhan for all future purposes. D-835 xyxy=(214,1389,414,1603)
healthcare-label: Healthcare xyxy=(27,1774,115,1795)
byline: ଭୁବନେଶ୍ୱର, ୫।୬ (ବିଜୟ ରଥ) xyxy=(1064,1302,1216,1316)
color-dots xyxy=(700,2320,770,2332)
